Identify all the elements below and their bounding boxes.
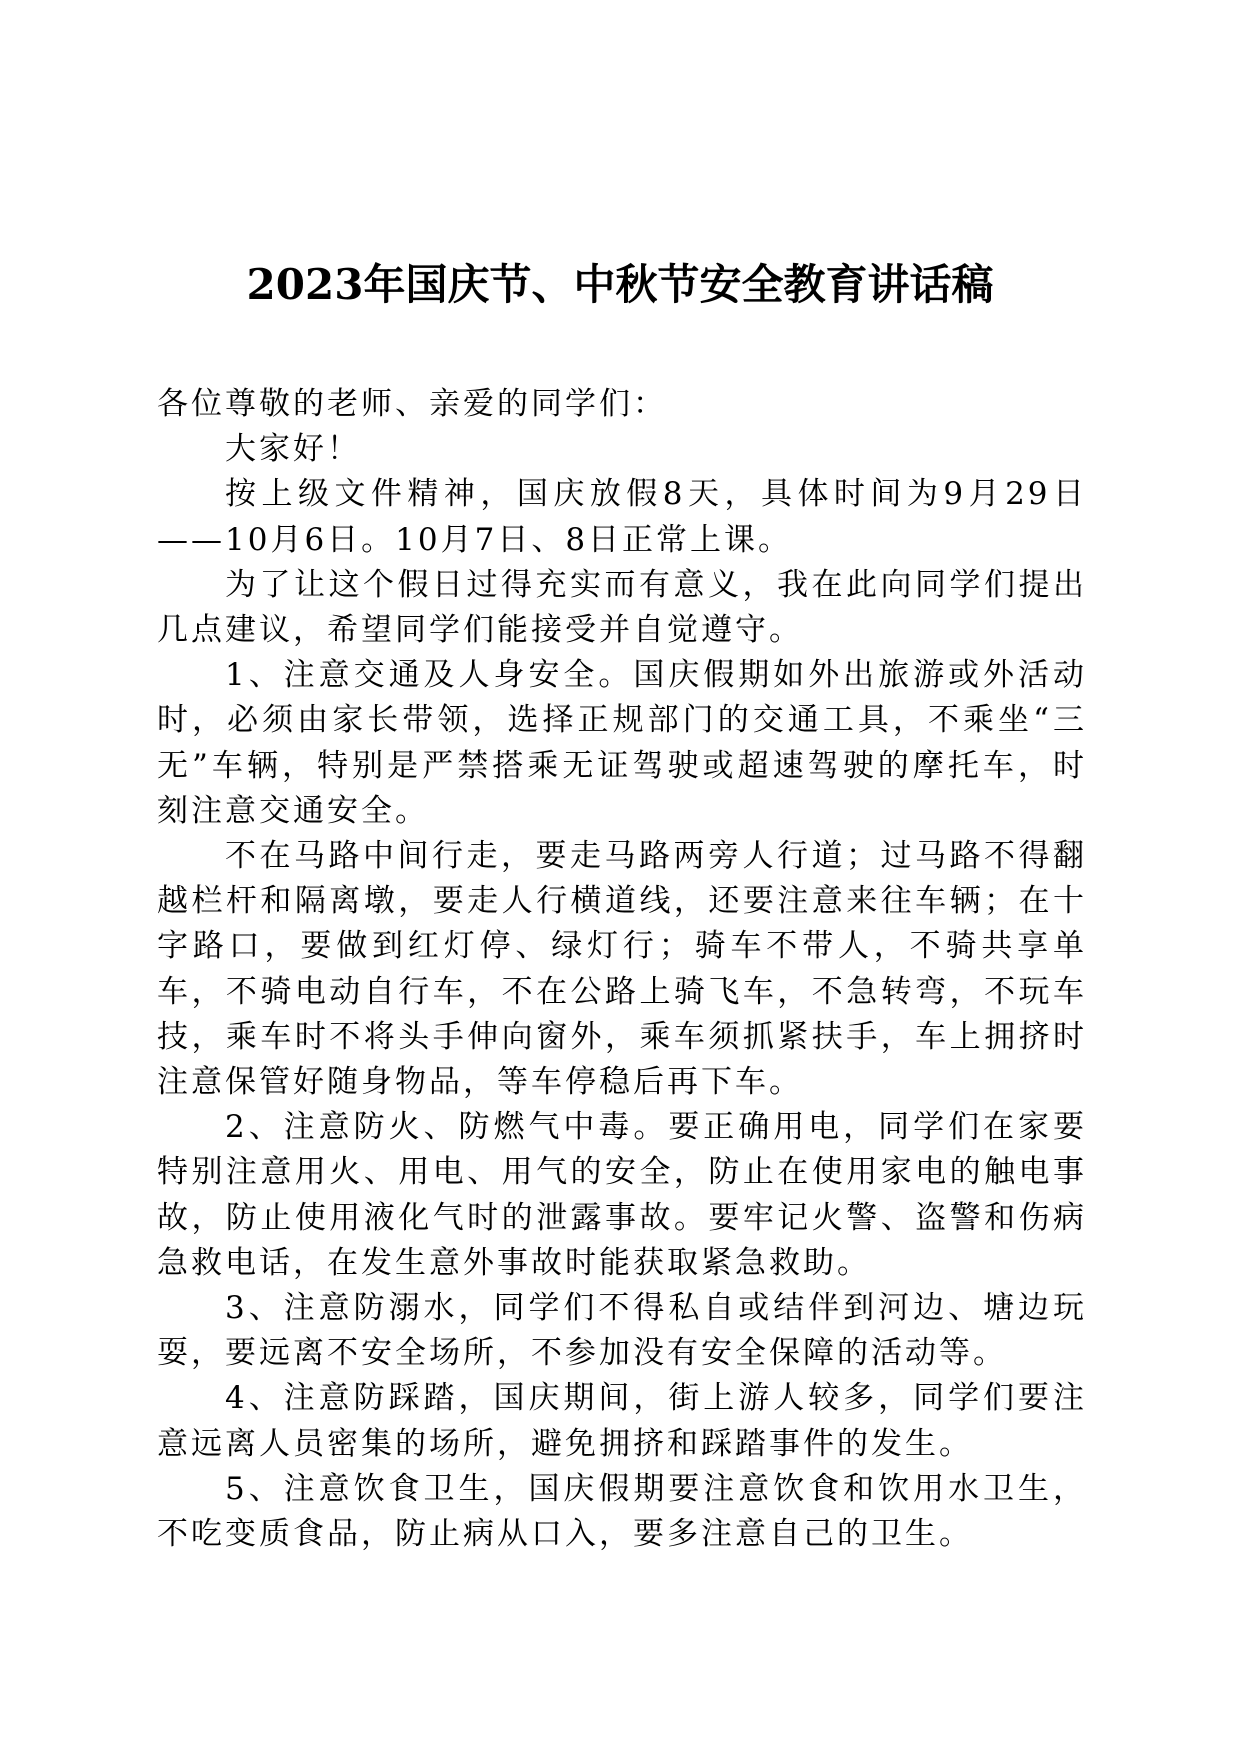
- paragraph-traffic-safety: 1、注意交通及人身安全。国庆假期如外出旅游或外活动时，必须由家长带领，选择正规部门的交通工具，不乘坐“三无”车辆，特别是严禁搭乘无证驾驶或超速驾驶的摩托车，时刻注意交通安全。: [157, 657, 1087, 829]
- paragraph-intro: 为了让这个假日过得充实而有意义，我在此向同学们提出几点建议，希望同学们能接受并自觉遵守。: [157, 566, 1087, 649]
- document-body: [157, 382, 1087, 1557]
- paragraph-fire-safety: 2、注意防火、防燃气中毒。要正确用电，同学们在家要特别注意用火、用电、用气的安全，防止在使用家电的触电事故，防止使用液化气时的泄露事故。要牢记火警、盗警和伤病急救电话，在发生意外事故时能获取紧急救助。: [157, 1109, 1087, 1281]
- paragraph-food-hygiene: 5、注意饮食卫生，国庆假期要注意饮食和饮用水卫生，不吃变质食品，防止病从口入，要多注意自己的卫生。: [157, 1470, 1087, 1553]
- paragraph-drowning: 3、注意防溺水，同学们不得私自或结伴到河边、塘边玩耍，要远离不安全场所，不参加没有安全保障的活动等。: [157, 1290, 1087, 1372]
- document-title: 2023年国庆节、中秋节安全教育讲话稿: [246, 260, 994, 309]
- paragraph-road-rules: 不在马路中间行走，要走马路两旁人行道；过马路不得翻越栏杆和隔离墩，要走人行横道线，还要注意来往车辆；在十字路口，要做到红灯停、绿灯行；骑车不带人，不骑共享单车，不骑电动自行车，不在公路上骑飞车，不急转弯，不玩车技，乘车时不将头手伸向窗外，乘车须抓紧扶手，车上拥挤时注意保管好随身物品，等车停稳后再下车。: [157, 838, 1087, 1101]
- paragraph-schedule: 按上级文件精神，国庆放假8天，具体时间为9月29日——10月6日。10月7日、8日正常上课。: [157, 476, 1087, 558]
- paragraph-stampede: 4、注意防踩踏，国庆期间，街上游人较多，同学们要注意远离人员密集的场所，避免拥挤和踩踏事件的发生。: [157, 1380, 1087, 1462]
- salutation: 各位尊敬的老师、亲爱的同学们：: [157, 386, 667, 422]
- paragraph-greeting: 大家好！: [225, 431, 361, 468]
